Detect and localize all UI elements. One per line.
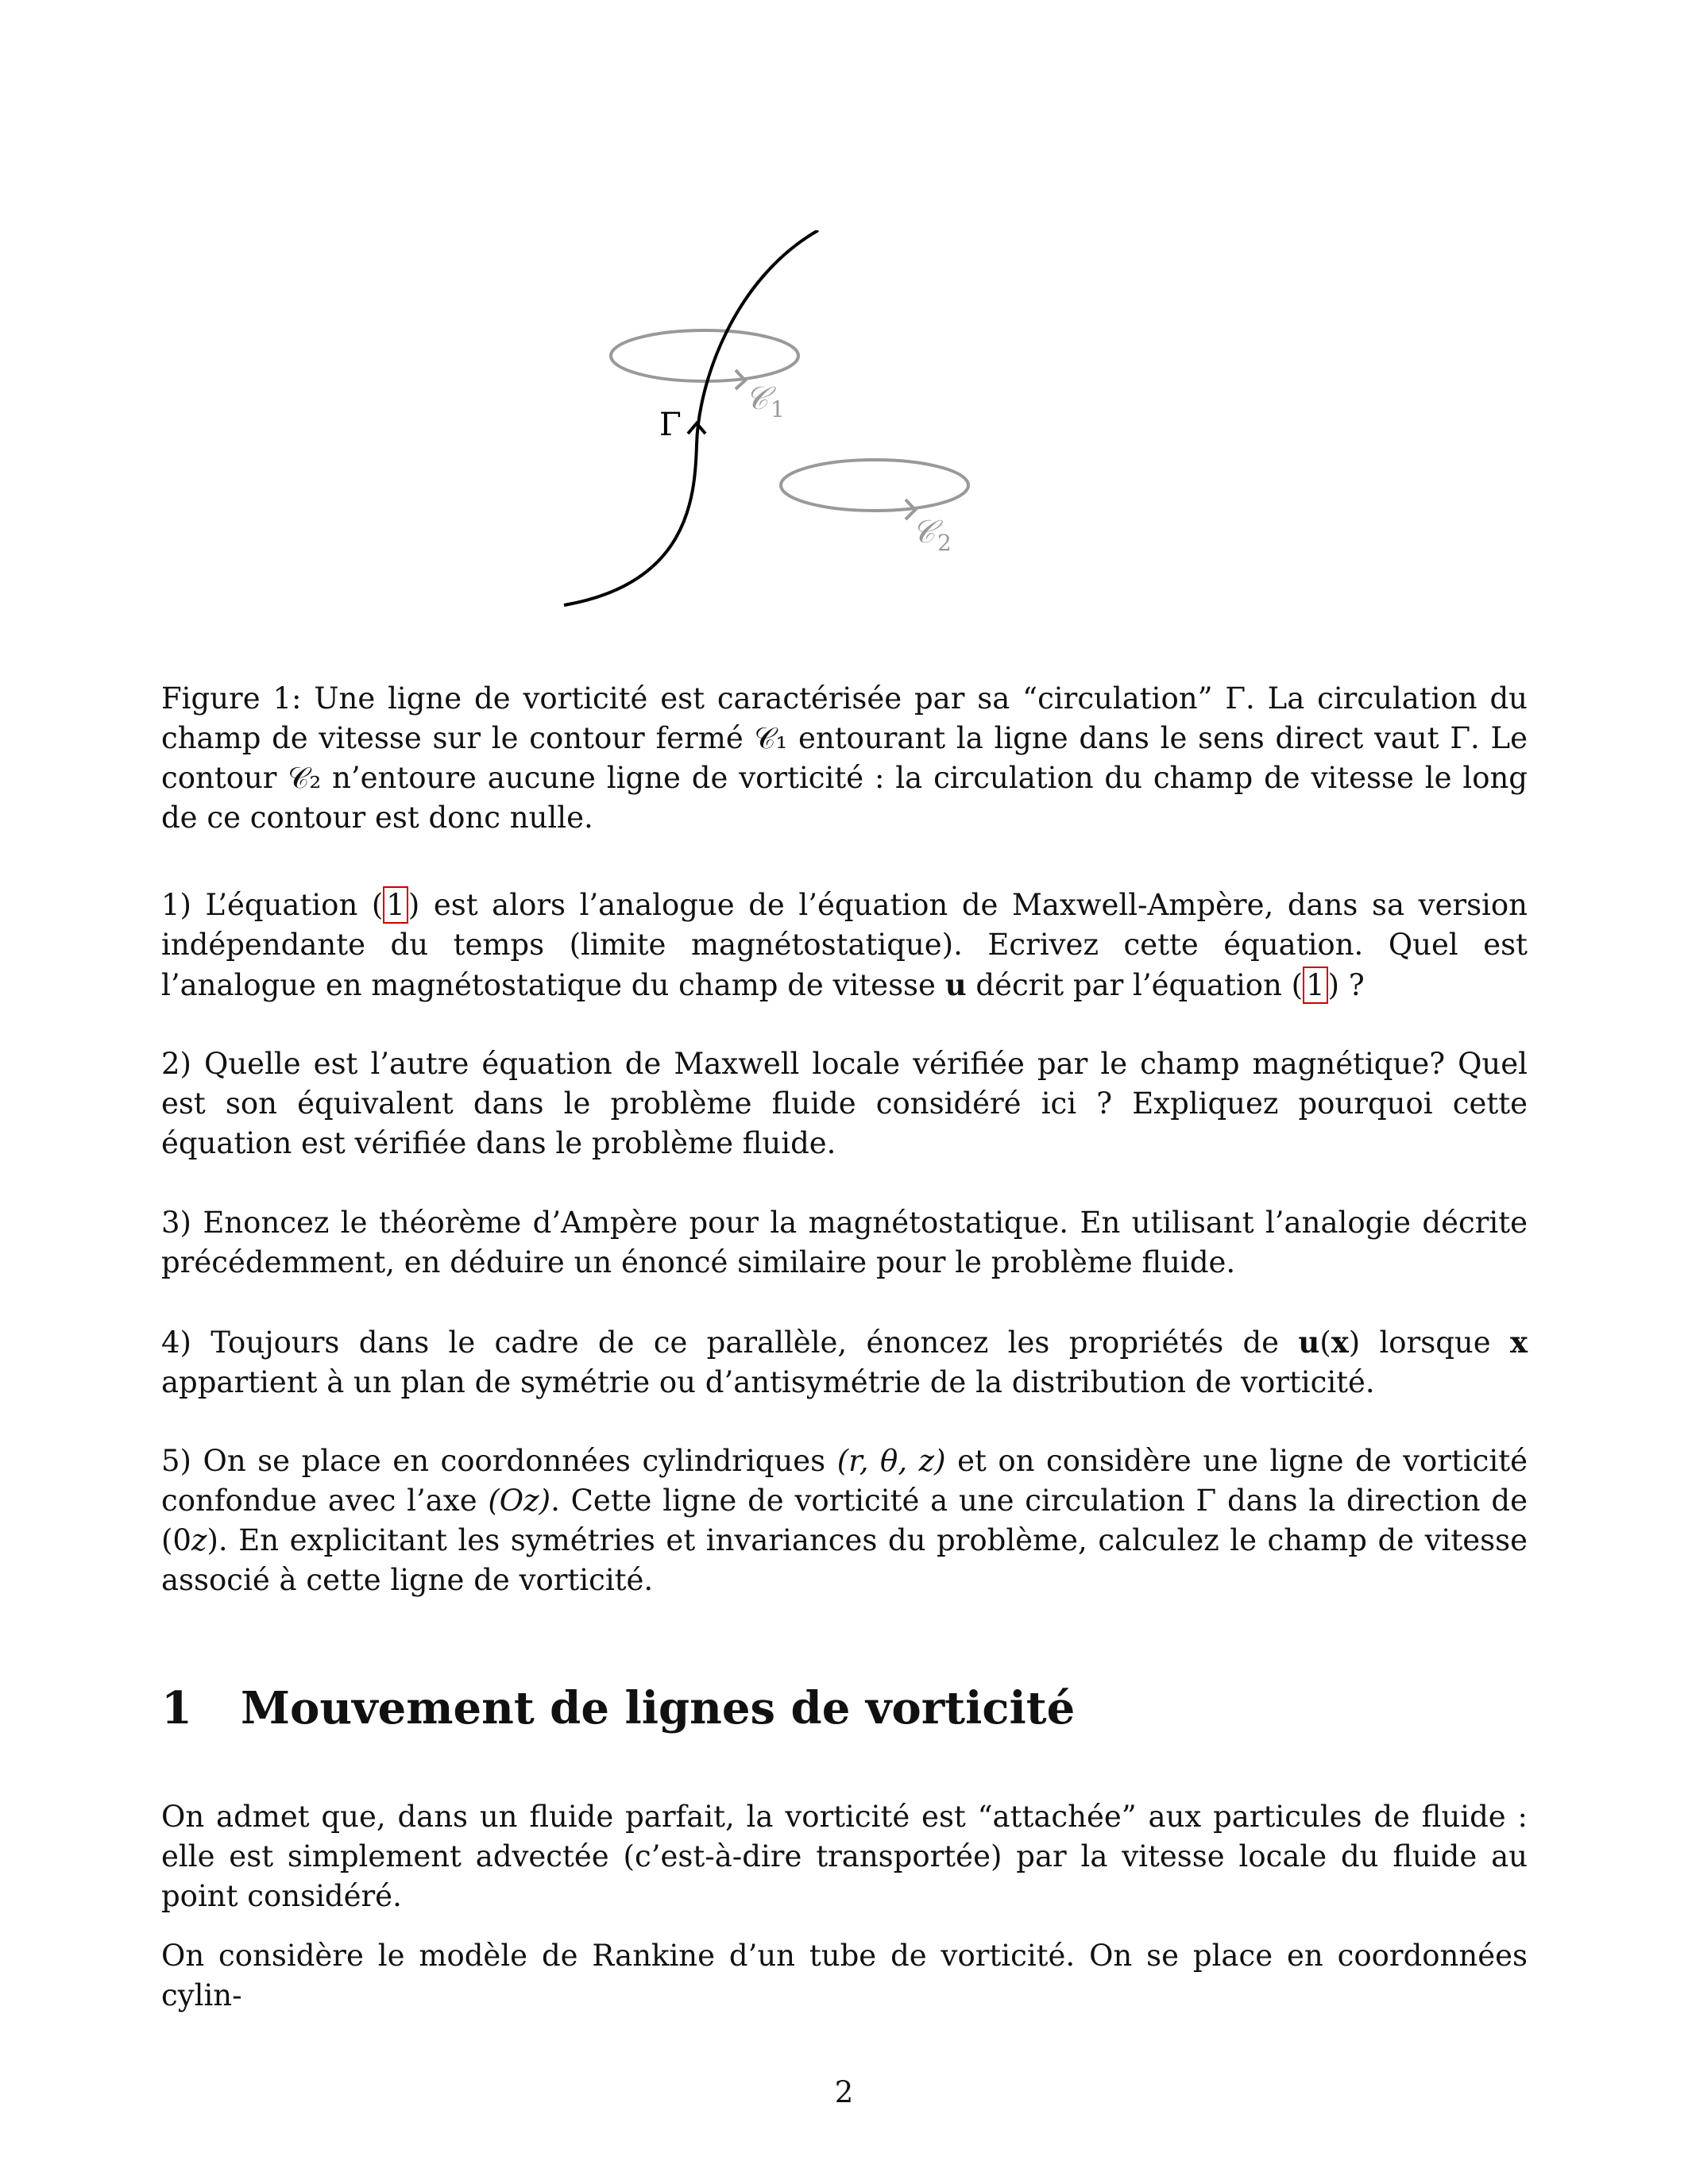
figure-caption xyxy=(161,679,1528,838)
caption-text: Une ligne de vorticité est caractérisée par sa “circulation” Γ. La circulation du champ de vitesse sur le contour fermé 𝒞₁ entourant la ligne dans le sens direct vaut Γ. Le contour 𝒞₂ n’entoure aucune ligne de vorticité : la circulation du champ de vitesse le long de ce contour est donc nulle. xyxy=(161,681,1528,835)
question-5 xyxy=(161,1441,1528,1600)
paragraph-2 xyxy=(161,1936,1528,2016)
section-title: Mouvement de lignes de vorticité xyxy=(241,1682,1076,1734)
equation-ref-link[interactable]: 1 xyxy=(1303,967,1328,1004)
q4-text-a: 4) Toujours dans le cadre de ce parallèle, énoncez les propriétés de xyxy=(161,1325,1299,1360)
vorticity-diagram xyxy=(540,230,1017,627)
vorticity-figure xyxy=(540,230,1017,627)
velocity-symbol: u xyxy=(1298,1325,1320,1360)
contour-c1 xyxy=(611,330,798,381)
q4-text-b: lorsque xyxy=(1360,1325,1510,1360)
contour-c2 xyxy=(781,460,968,511)
section-number: 1 xyxy=(161,1682,192,1734)
q1-text-b: ) est alors l’analogue de l’équation de Maxwell-Ampère, dans sa version indépendante du temps (limite magnétostatique). Ecrivez cette équation. Quel est l’analogue en magnétostatique du champ de vitesse xyxy=(161,888,1528,1002)
question-2 xyxy=(161,1044,1528,1163)
question-3 xyxy=(161,1203,1528,1283)
gamma-label: Γ xyxy=(659,407,682,443)
q1-text-a: 1) L’équation ( xyxy=(161,888,384,922)
q3-text: 3) Enoncez le théorème d’Ampère pour la magnétostatique. En utilisant l’analogie décrite précédemment, en déduire un énoncé similaire pour le problème fluide. xyxy=(161,1206,1528,1279)
c1-label: 𝒞 xyxy=(745,380,769,417)
axis-symbol: (Oz) xyxy=(488,1484,551,1518)
q5-text-d: ). En explicitant les symétries et invariances du problème, calculez le champ de vitesse associé à cette ligne de vorticité. xyxy=(161,1523,1528,1597)
q5-text-b: et on considère une ligne de vorticité confondue avec l’axe xyxy=(161,1444,1528,1518)
q5-text-a: 5) On se place en coordonnées cylindriques xyxy=(161,1444,837,1478)
q1-text-c: décrit par l’équation ( xyxy=(966,968,1304,1002)
q5-text-c: . Cette ligne de vorticité a une circulation Γ dans la direction de (0 xyxy=(161,1484,1528,1557)
q1-text-d: ) ? xyxy=(1327,968,1365,1002)
c1-subscript: 1 xyxy=(771,396,785,423)
position-symbol: x xyxy=(1331,1325,1349,1360)
page-number: 2 xyxy=(834,2075,854,2109)
q4-text-c: appartient à un plan de symétrie ou d’antisymétrie de la distribution de vorticité. xyxy=(161,1365,1375,1399)
equation-ref-link[interactable]: 1 xyxy=(383,886,408,924)
z-symbol: z xyxy=(191,1523,207,1557)
q2-text: 2) Quelle est l’autre équation de Maxwell locale vérifiée par le champ magnétique? Quel est son équivalent dans le problème fluide considéré ici ? Expliquez pourquoi cette équation est vérifiée dans le problème fluide. xyxy=(161,1047,1528,1160)
paren-close: ) xyxy=(1348,1325,1361,1360)
velocity-symbol: u xyxy=(944,967,967,1002)
question-4 xyxy=(161,1322,1528,1403)
paragraph-1 xyxy=(161,1797,1528,1916)
position-symbol: x xyxy=(1509,1325,1528,1360)
section-heading xyxy=(161,1682,1075,1734)
paragraph-1-text: On admet que, dans un fluide parfait, la vorticité est “attachée” aux particules de fluide : elle est simplement advectée (c’est-à-dire transportée) par la vitesse locale du fluide au point considéré. xyxy=(161,1800,1528,1913)
caption-prefix: Figure 1: xyxy=(161,681,302,716)
c2-subscript: 2 xyxy=(937,530,952,556)
paragraph-2-text: On considère le modèle de Rankine d’un tube de vorticité. On se place en coordonnées cylin- xyxy=(161,1939,1528,2012)
paren-open: ( xyxy=(1319,1325,1331,1360)
c2-label: 𝒞 xyxy=(912,514,936,550)
question-1 xyxy=(161,886,1528,1005)
cylindrical-coords: (r, θ, z) xyxy=(836,1444,946,1478)
